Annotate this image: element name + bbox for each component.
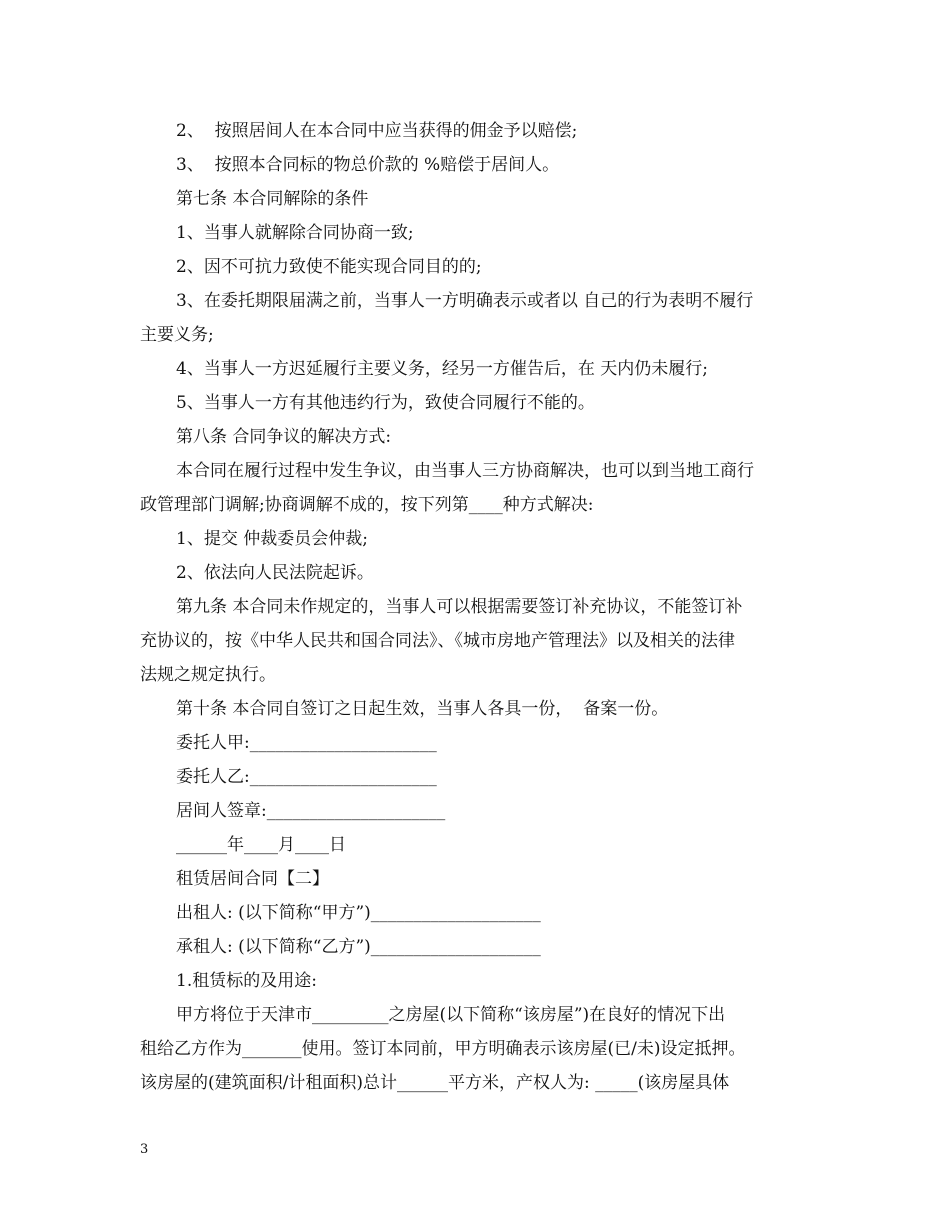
text-line: 政管理部门调解;协商调解不成的，按下列第____种方式解决:	[140, 495, 594, 515]
text-line: 3、 按照本合同标的物总价款的 %赔偿于居间人。	[176, 155, 560, 175]
text-line: 2、 按照居间人在本合同中应当获得的佣金予以赔偿;	[176, 121, 578, 141]
text-line: 1、当事人就解除合同协商一致;	[176, 223, 414, 243]
text-line: 4、当事人一方迟延履行主要义务，经另一方催告后，在 天内仍未履行;	[176, 359, 708, 379]
contract-title: 租赁居间合同【二】	[176, 869, 329, 889]
text-line: 该房屋的(建筑面积/计租面积)总计______平方米，产权人为: _____(该房屋具体	[140, 1073, 730, 1093]
text-line: 充协议的，按《中华人民共和国合同法》、《城市房地产管理法》以及相关的法律	[140, 631, 735, 651]
date-line: ______年____月____日	[176, 835, 346, 855]
text-line: 甲方将位于天津市_________之房屋(以下简称“该房屋”)在良好的情况下出	[176, 1005, 726, 1025]
section-heading: 1.租赁标的及用途:	[176, 971, 317, 991]
section-heading: 第八条 合同争议的解决方式:	[176, 427, 392, 447]
text-line: 1、提交 仲裁委员会仲裁;	[176, 529, 368, 549]
section-heading: 第七条 本合同解除的条件	[176, 189, 369, 209]
text-line: 2、因不可抗力致使不能实现合同目的的;	[176, 257, 482, 277]
section-heading: 第十条 本合同自签订之日起生效，当事人各具一份， 备案一份。	[176, 699, 669, 719]
text-line: 租给乙方作为_______使用。签订本同前，甲方明确表示该房屋(已/未)设定抵押。	[140, 1039, 746, 1059]
signature-line-principal-a: 委托人甲:______________________	[176, 733, 437, 753]
lessee-line: 承租人: (以下简称“乙方”)____________________	[176, 937, 541, 957]
text-line: 5、当事人一方有其他违约行为，致使合同履行不能的。	[176, 393, 595, 413]
signature-line-intermediary: 居间人签章:_____________________	[176, 801, 446, 821]
section-heading: 第九条 本合同未作规定的，当事人可以根据需要签订补充协议，不能签订补	[176, 597, 743, 617]
text-line: 法规之规定执行。	[140, 665, 276, 685]
text-line: 3、在委托期限届满之前，当事人一方明确表示或者以 自己的行为表明不履行	[176, 291, 754, 311]
lessor-line: 出租人: (以下简称“甲方”)____________________	[176, 903, 541, 923]
text-line: 本合同在履行过程中发生争议，由当事人三方协商解决，也可以到当地工商行	[176, 461, 754, 481]
text-line: 2、依法向人民法院起诉。	[176, 563, 374, 583]
text-line: 主要义务;	[140, 325, 214, 345]
page-number: 3	[140, 1142, 149, 1157]
signature-line-principal-b: 委托人乙:______________________	[176, 767, 437, 787]
